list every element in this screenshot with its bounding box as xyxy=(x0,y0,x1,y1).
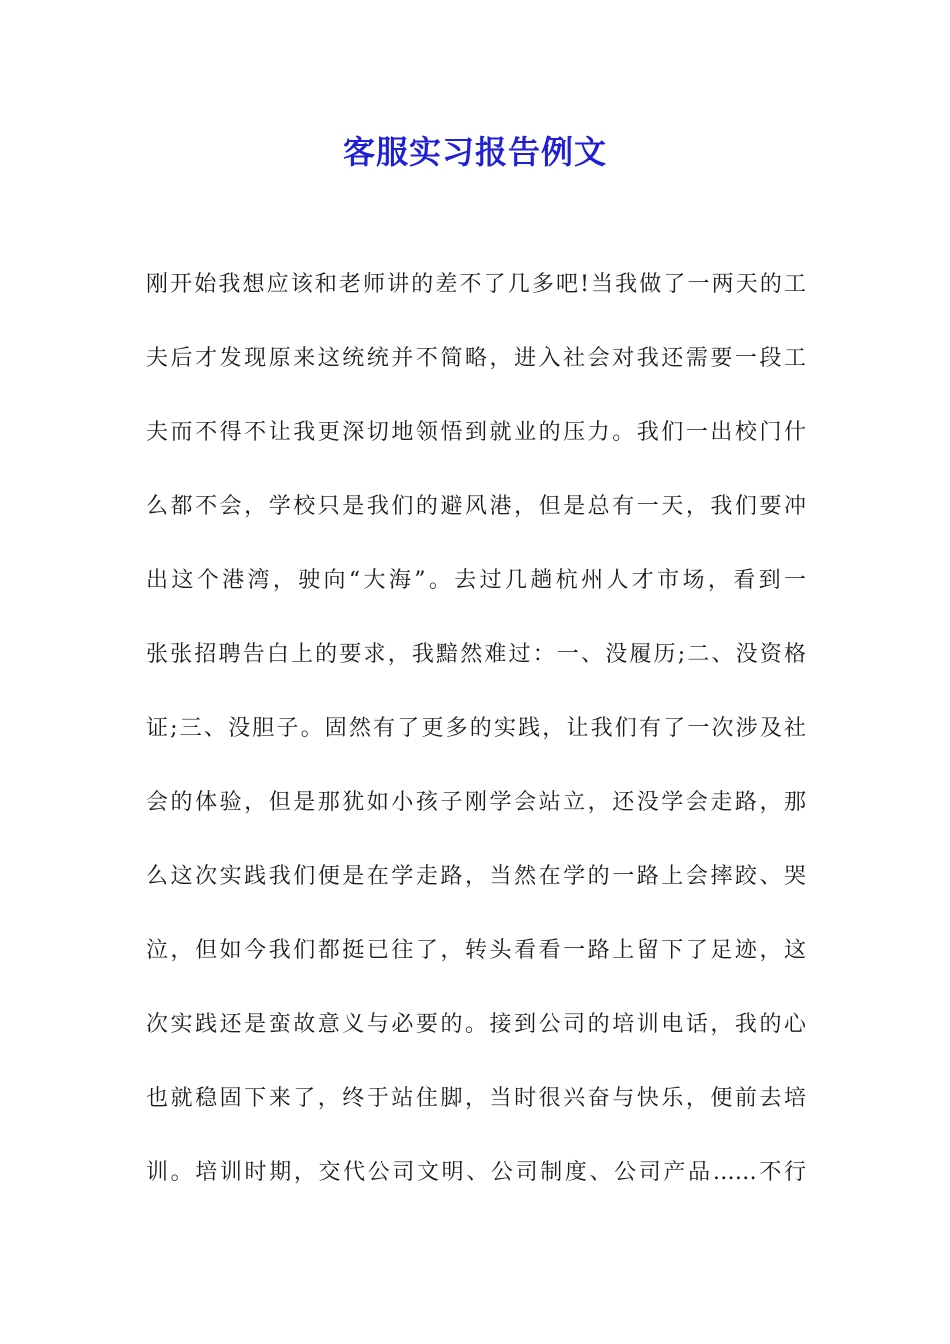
body-line: 么都不会，学校只是我们的避风港，但是总有一天，我们要冲 xyxy=(146,494,806,519)
body-line: 出这个港湾，驶向“大海”。去过几趟杭州人才市场，看到一 xyxy=(146,568,806,593)
body-line: 证;三、没胆子。固然有了更多的实践，让我们有了一次涉及社 xyxy=(146,716,806,741)
body-line: 张张招聘告白上的要求，我黯然难过：一、没履历;二、没资格 xyxy=(146,642,806,667)
body-line: 会的体验，但是那犹如小孩子刚学会站立，还没学会走路，那 xyxy=(146,790,806,815)
body-line: 也就稳固下来了，终于站住脚，当时很兴奋与快乐，便前去培 xyxy=(146,1086,806,1111)
document-body xyxy=(146,262,806,1224)
document-title: 客服实习报告例文 xyxy=(342,133,607,171)
body-line: 刚开始我想应该和老师讲的差不了几多吧!当我做了一两天的工 xyxy=(146,272,806,297)
body-line: 么这次实践我们便是在学走路，当然在学的一路上会摔跤、哭 xyxy=(146,864,806,889)
body-line: 夫而不得不让我更深切地领悟到就业的压力。我们一出校门什 xyxy=(146,420,806,445)
body-line: 泣，但如今我们都挺已往了，转头看看一路上留下了足迹，这 xyxy=(146,938,806,963)
body-line: 训。培训时期，交代公司文明、公司制度、公司产品……不行 xyxy=(146,1160,806,1185)
body-line: 夫后才发现原来这统统并不简略，进入社会对我还需要一段工 xyxy=(146,346,806,371)
body-line: 次实践还是蛮故意义与必要的。接到公司的培训电话，我的心 xyxy=(146,1012,806,1037)
